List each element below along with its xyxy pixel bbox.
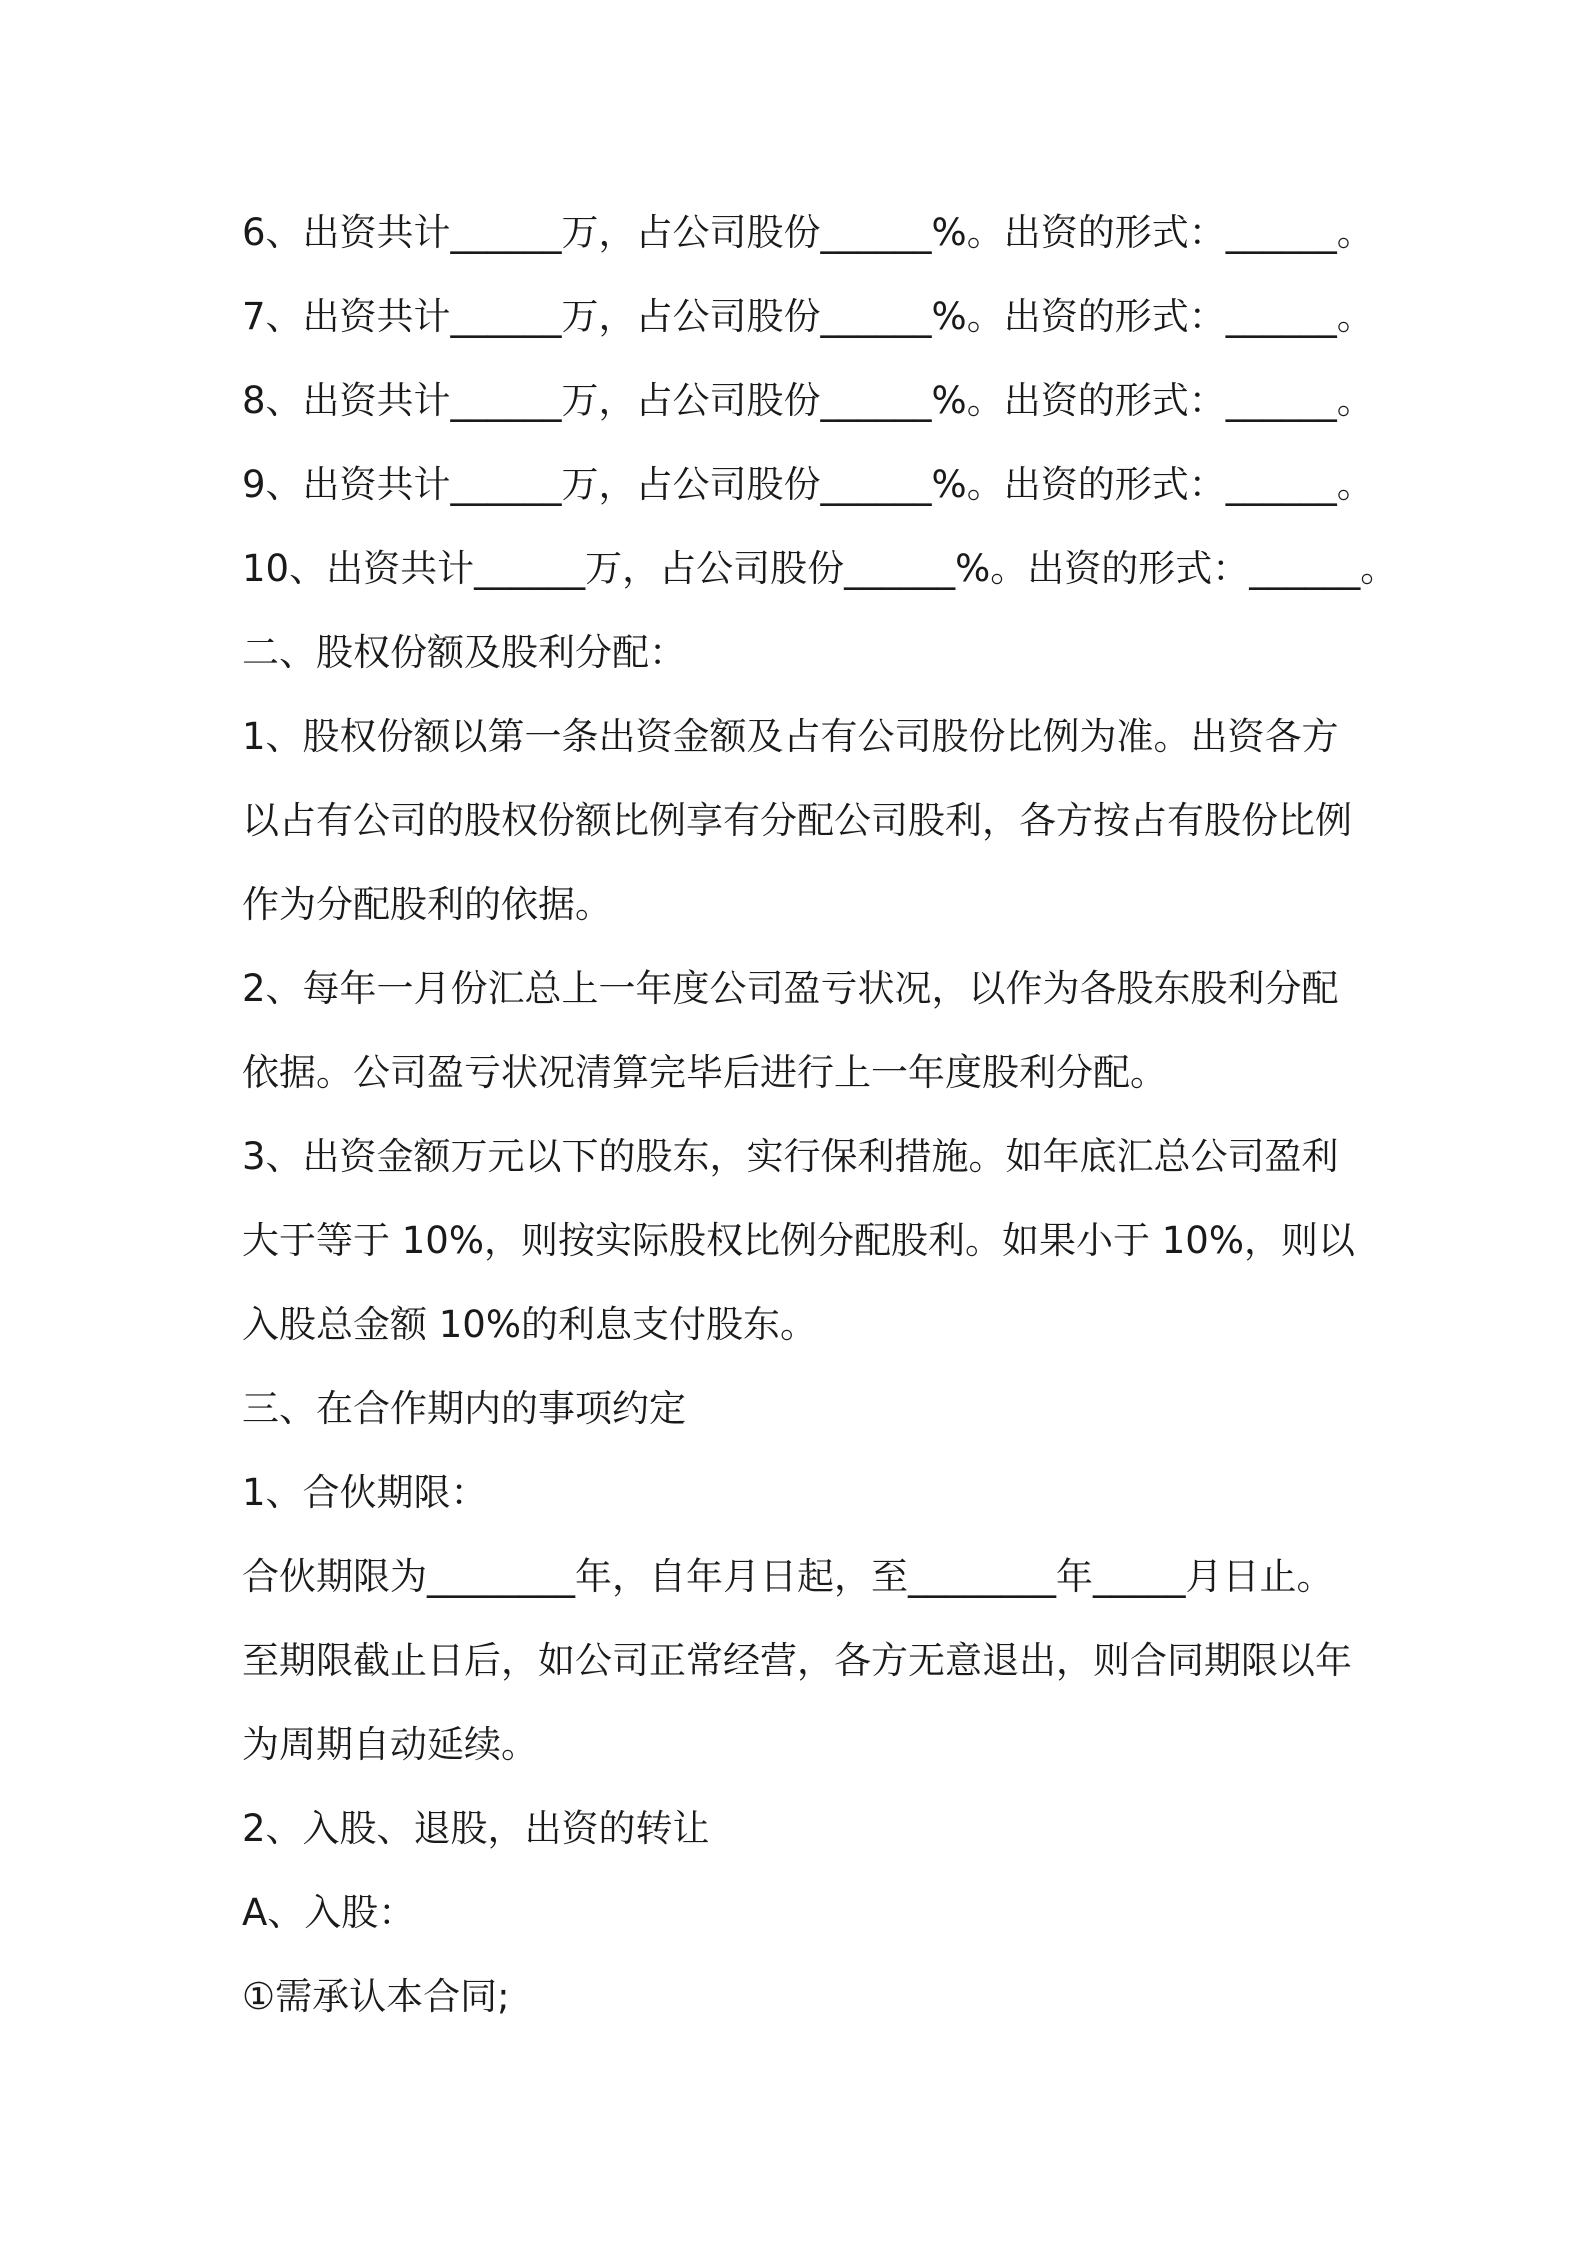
contribution-line-8: 8、出资共计______万，占公司股份______%。出资的形式：______。 xyxy=(242,379,1374,422)
subsection-heading: 1、合伙期限： xyxy=(242,1471,488,1514)
contribution-line-10: 10、出资共计______万，占公司股份______%。出资的形式：______。 xyxy=(242,547,1398,590)
paragraph-line: 作为分配股利的依据。 xyxy=(242,883,612,926)
section-heading-2: 二、股权份额及股利分配： xyxy=(242,631,686,674)
paragraph-line: 入股总金额 10%的利息支付股东。 xyxy=(242,1303,817,1346)
contribution-line-7: 7、出资共计______万，占公司股份______%。出资的形式：______。 xyxy=(242,295,1374,338)
paragraph-line: 以占有公司的股权份额比例享有分配公司股利，各方按占有股份比例 xyxy=(242,799,1352,842)
paragraph-line: 大于等于 10%，则按实际股权比例分配股利。如果小于 10%，则以 xyxy=(242,1219,1355,1262)
paragraph-line: 3、出资金额万元以下的股东，实行保利措施。如年底汇总公司盈利 xyxy=(242,1135,1339,1178)
paragraph-line: 2、每年一月份汇总上一年度公司盈亏状况，以作为各股东股利分配 xyxy=(242,967,1339,1010)
paragraph-line: 合伙期限为________年，自年月日起，至________年_____月日止。 xyxy=(242,1555,1334,1598)
contribution-line-6: 6、出资共计______万，占公司股份______%。出资的形式：______。 xyxy=(242,211,1374,254)
section-heading-3: 三、在合作期内的事项约定 xyxy=(242,1387,686,1430)
subsection-heading: A、入股： xyxy=(242,1891,416,1934)
subsection-heading: 2、入股、退股，出资的转让 xyxy=(242,1807,710,1850)
paragraph-line: 为周期自动延续。 xyxy=(242,1723,538,1766)
paragraph-line: 至期限截止日后，如公司正常经营，各方无意退出，则合同期限以年 xyxy=(242,1639,1352,1682)
contribution-line-9: 9、出资共计______万，占公司股份______%。出资的形式：______。 xyxy=(242,463,1374,506)
list-item: ①需承认本合同; xyxy=(242,1975,510,2018)
paragraph-line: 依据。公司盈亏状况清算完毕后进行上一年度股利分配。 xyxy=(242,1051,1167,1094)
paragraph-line: 1、股权份额以第一条出资金额及占有公司股份比例为准。出资各方 xyxy=(242,715,1339,758)
